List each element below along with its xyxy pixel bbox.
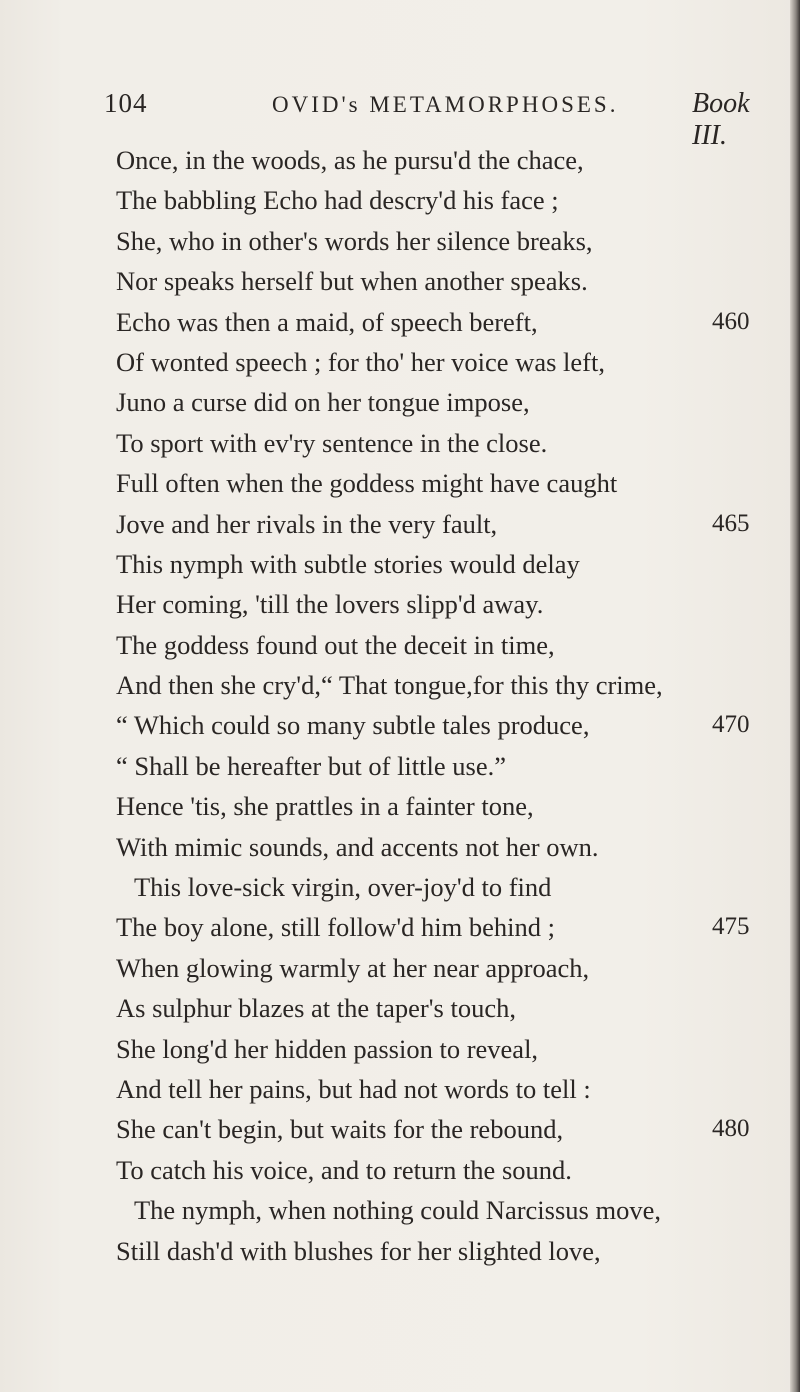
verse-line [116, 1190, 756, 1230]
verse-line [116, 786, 756, 826]
verse-line-text: With mimic sounds, and accents not her own. [116, 831, 599, 862]
verse-line-text: The boy alone, still follow'd him behind ; [116, 912, 556, 943]
verse-line [116, 504, 756, 544]
verse-line [116, 1109, 756, 1149]
verse-line-text: Hence 'tis, she prattles in a fainter tone, [116, 791, 534, 822]
verse-line [116, 544, 756, 584]
verse-line-text: And tell her pains, but had not words to tell : [116, 1073, 591, 1104]
verse-line-text: Of wonted speech ; for tho' her voice was left, [116, 346, 605, 377]
verse-line-text: This nymph with subtle stories would delay [116, 548, 580, 579]
page-edge-shadow [790, 0, 800, 1392]
verse-line [116, 948, 756, 988]
verse-line-text: When glowing warmly at her near approach, [116, 952, 590, 983]
verse-line-text: She can't begin, but waits for the rebound, [116, 1114, 564, 1145]
verse-line [116, 1029, 756, 1069]
verse-line [116, 140, 756, 180]
line-number: 460 [712, 307, 750, 335]
verse-line-text: And then she cry'd,“ That tongue,for this thy crime, [116, 670, 663, 701]
verse-line-text: Echo was then a maid, of speech bereft, [116, 306, 538, 337]
verse-line-text: “ Shall be hereafter but of little use.” [116, 750, 506, 781]
verse-line-text: Still dash'd with blushes for her slighted love, [116, 1235, 601, 1266]
verse-line [116, 342, 756, 382]
verse-line [116, 180, 756, 220]
verse-line-text: “ Which could so many subtle tales produce, [116, 710, 590, 741]
page-number: 104 [104, 88, 148, 118]
verse-line-text: Nor speaks herself but when another speaks. [116, 266, 588, 297]
line-number: 475 [712, 913, 750, 941]
verse-line [116, 705, 756, 745]
verse-line-text: The babbling Echo had descry'd his face ; [116, 185, 559, 216]
verse-line [116, 463, 756, 503]
verse-line [116, 423, 756, 463]
verse-line-text: Full often when the goddess might have caught [116, 468, 618, 499]
verse-line [116, 665, 756, 705]
verse-line [116, 1231, 756, 1271]
running-title: OVID's METAMORPHOSES. [272, 92, 619, 117]
verse-line [116, 827, 756, 867]
verse-line-text: To sport with ev'ry sentence in the close. [116, 427, 548, 458]
verse-line-text: To catch his voice, and to return the sound. [116, 1154, 572, 1185]
book-label: Book III. [692, 88, 750, 151]
verse-line [116, 867, 756, 907]
verse-text [116, 140, 756, 1271]
verse-line [116, 988, 756, 1028]
verse-line [116, 584, 756, 624]
verse-line [116, 382, 756, 422]
line-number: 465 [712, 509, 750, 537]
verse-line-text: Once, in the woods, as he pursu'd the chace, [116, 145, 584, 175]
verse-line [116, 221, 756, 261]
verse-line [116, 907, 756, 947]
running-head [104, 88, 764, 151]
verse-line-text: Jove and her rivals in the very fault, [116, 508, 498, 539]
verse-line [116, 746, 756, 786]
verse-line-text: As sulphur blazes at the taper's touch, [116, 993, 516, 1024]
verse-line-text: The nymph, when nothing could Narcissus move, [134, 1195, 661, 1226]
verse-line-text: Juno a curse did on her tongue impose, [116, 387, 530, 418]
verse-line-text: This love-sick virgin, over-joy'd to find [134, 872, 552, 903]
verse-line-text: She long'd her hidden passion to reveal, [116, 1033, 539, 1064]
verse-line [116, 625, 756, 665]
verse-line-text: The goddess found out the deceit in time, [116, 629, 555, 660]
verse-line-text: Her coming, 'till the lovers slipp'd away. [116, 589, 544, 620]
verse-line [116, 302, 756, 342]
line-number: 470 [712, 711, 750, 739]
verse-line [116, 1069, 756, 1109]
verse-line [116, 261, 756, 301]
verse-line [116, 1150, 756, 1190]
verse-line-text: She, who in other's words her silence breaks, [116, 225, 593, 256]
line-number: 480 [712, 1115, 750, 1143]
